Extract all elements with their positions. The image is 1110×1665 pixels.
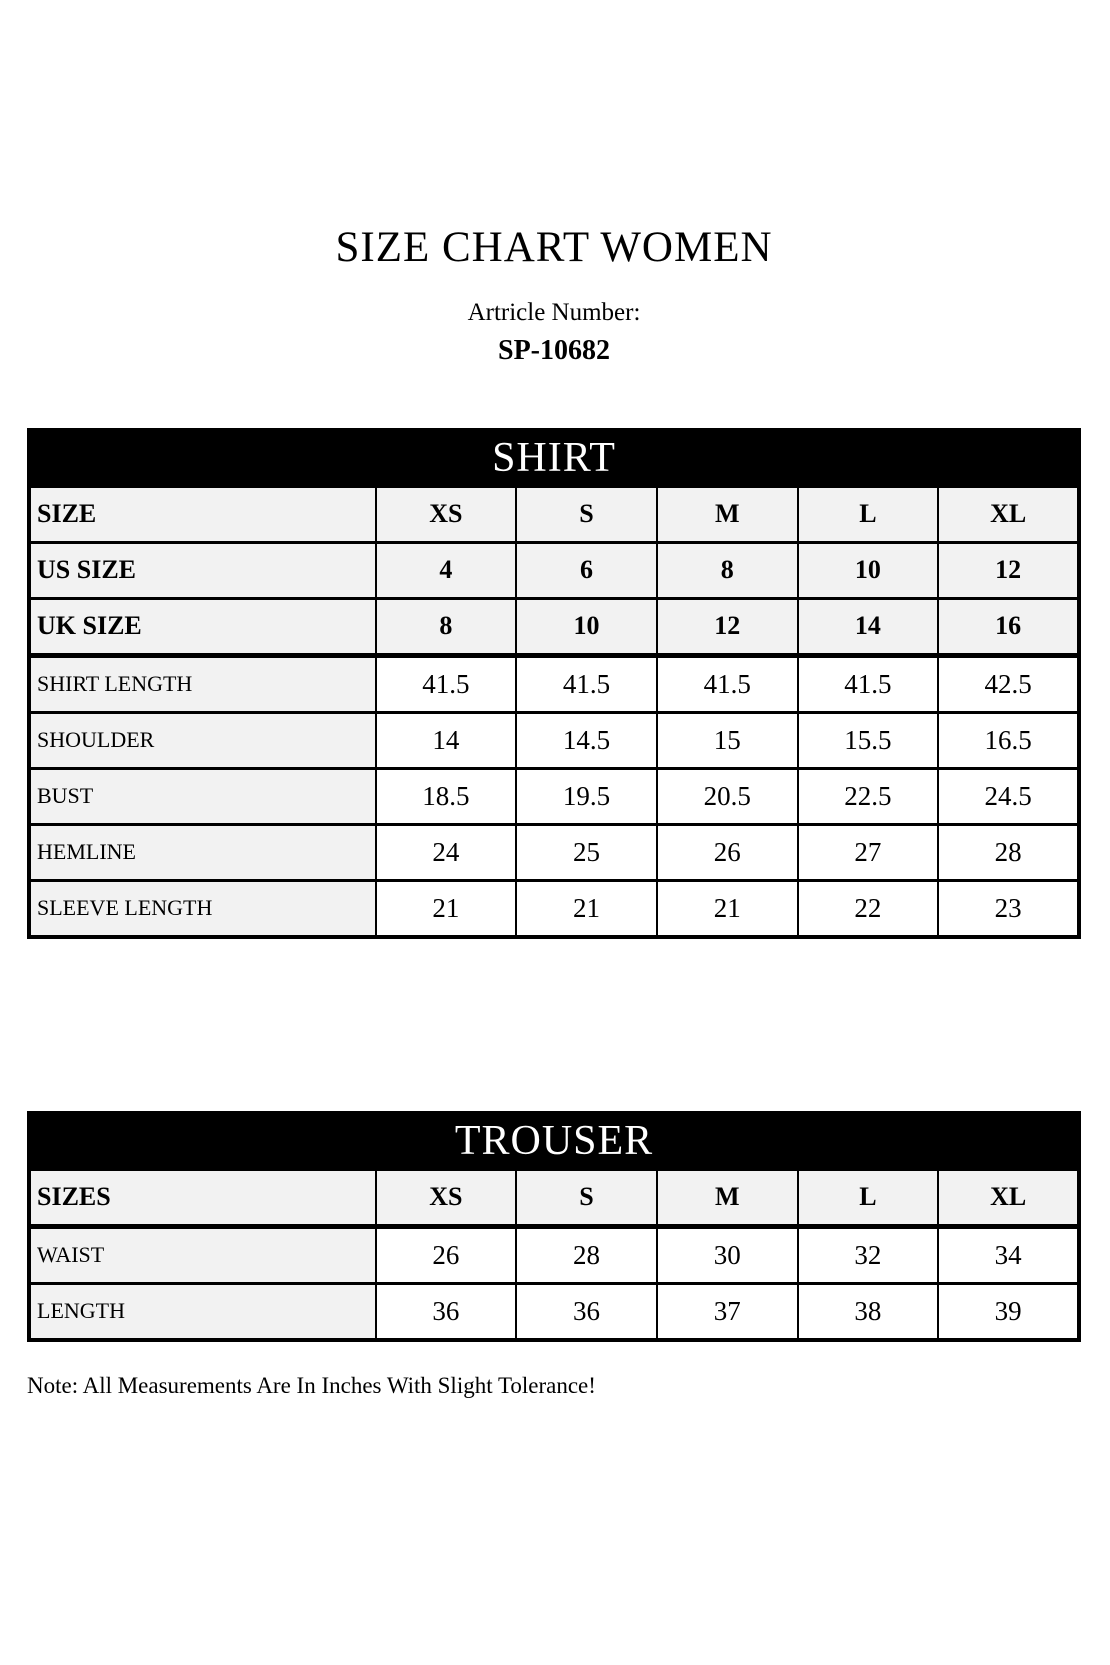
value-cell: 18.5 bbox=[376, 768, 517, 824]
value-cell: 24.5 bbox=[938, 768, 1079, 824]
value-cell: 12 bbox=[938, 542, 1079, 598]
value-cell: 27 bbox=[798, 824, 939, 880]
table-title-row bbox=[29, 430, 1079, 487]
table-row bbox=[29, 712, 1079, 768]
value-cell: 26 bbox=[657, 824, 798, 880]
value-cell: 32 bbox=[798, 1226, 939, 1283]
table-row bbox=[29, 1283, 1079, 1340]
value-cell: 16.5 bbox=[938, 712, 1079, 768]
row-label-cell: LENGTH bbox=[29, 1283, 376, 1340]
value-cell: L bbox=[798, 1169, 939, 1226]
row-label-cell: SHOULDER bbox=[29, 712, 376, 768]
row-label-cell: US SIZE bbox=[29, 542, 376, 598]
trouser-table bbox=[27, 1111, 1081, 1342]
value-cell: 37 bbox=[657, 1283, 798, 1340]
value-cell: 14.5 bbox=[516, 712, 657, 768]
row-label-cell: UK SIZE bbox=[29, 598, 376, 655]
value-cell: 41.5 bbox=[798, 655, 939, 712]
row-label-cell: HEMLINE bbox=[29, 824, 376, 880]
article-number-label: Artricle Number: bbox=[467, 299, 641, 327]
value-cell: 41.5 bbox=[516, 655, 657, 712]
table-row bbox=[29, 542, 1079, 598]
row-label-cell: SLEEVE LENGTH bbox=[29, 880, 376, 937]
value-cell: 39 bbox=[938, 1283, 1079, 1340]
value-cell: S bbox=[516, 486, 657, 542]
value-cell: M bbox=[657, 486, 798, 542]
value-cell: 21 bbox=[657, 880, 798, 937]
value-cell: 10 bbox=[516, 598, 657, 655]
article-number-value: SP-10682 bbox=[498, 335, 610, 367]
value-cell: 15.5 bbox=[798, 712, 939, 768]
value-cell: 36 bbox=[376, 1283, 517, 1340]
row-label-cell: WAIST bbox=[29, 1226, 376, 1283]
value-cell: 14 bbox=[798, 598, 939, 655]
table-row bbox=[29, 768, 1079, 824]
value-cell: 22 bbox=[798, 880, 939, 937]
value-cell: 8 bbox=[376, 598, 517, 655]
page-title: SIZE CHART WOMEN bbox=[335, 224, 773, 271]
row-label-cell: SIZE bbox=[29, 486, 376, 542]
value-cell: 15 bbox=[657, 712, 798, 768]
row-label-cell: SHIRT LENGTH bbox=[29, 655, 376, 712]
value-cell: XL bbox=[938, 486, 1079, 542]
value-cell: 28 bbox=[516, 1226, 657, 1283]
table-title-row bbox=[29, 1113, 1079, 1170]
table-row bbox=[29, 1169, 1079, 1226]
value-cell: 41.5 bbox=[657, 655, 798, 712]
shirt-table bbox=[27, 428, 1081, 939]
value-cell: XL bbox=[938, 1169, 1079, 1226]
value-cell: 24 bbox=[376, 824, 517, 880]
table-row bbox=[29, 880, 1079, 937]
value-cell: 23 bbox=[938, 880, 1079, 937]
value-cell: 21 bbox=[516, 880, 657, 937]
value-cell: 26 bbox=[376, 1226, 517, 1283]
value-cell: 41.5 bbox=[376, 655, 517, 712]
value-cell: 25 bbox=[516, 824, 657, 880]
table-row bbox=[29, 598, 1079, 655]
value-cell: XS bbox=[376, 1169, 517, 1226]
row-label-cell: BUST bbox=[29, 768, 376, 824]
measurements-note: Note: All Measurements Are In Inches With Slight Tolerance! bbox=[27, 1372, 596, 1398]
value-cell: 20.5 bbox=[657, 768, 798, 824]
value-cell: XS bbox=[376, 486, 517, 542]
value-cell: M bbox=[657, 1169, 798, 1226]
table-row bbox=[29, 655, 1079, 712]
value-cell: 30 bbox=[657, 1226, 798, 1283]
value-cell: 19.5 bbox=[516, 768, 657, 824]
value-cell: 42.5 bbox=[938, 655, 1079, 712]
value-cell: 14 bbox=[376, 712, 517, 768]
value-cell: 34 bbox=[938, 1226, 1079, 1283]
value-cell: 28 bbox=[938, 824, 1079, 880]
value-cell: S bbox=[516, 1169, 657, 1226]
value-cell: 22.5 bbox=[798, 768, 939, 824]
value-cell: 10 bbox=[798, 542, 939, 598]
table-row bbox=[29, 1226, 1079, 1283]
value-cell: 16 bbox=[938, 598, 1079, 655]
value-cell: 4 bbox=[376, 542, 517, 598]
row-label-cell: SIZES bbox=[29, 1169, 376, 1226]
shirt-table-title: SHIRT bbox=[29, 430, 1079, 487]
value-cell: 21 bbox=[376, 880, 517, 937]
value-cell: 36 bbox=[516, 1283, 657, 1340]
table-row bbox=[29, 486, 1079, 542]
value-cell: 6 bbox=[516, 542, 657, 598]
value-cell: L bbox=[798, 486, 939, 542]
size-chart-document bbox=[27, 0, 1081, 1399]
trouser-table-title: TROUSER bbox=[29, 1113, 1079, 1170]
value-cell: 12 bbox=[657, 598, 798, 655]
value-cell: 8 bbox=[657, 542, 798, 598]
value-cell: 38 bbox=[798, 1283, 939, 1340]
table-row bbox=[29, 824, 1079, 880]
